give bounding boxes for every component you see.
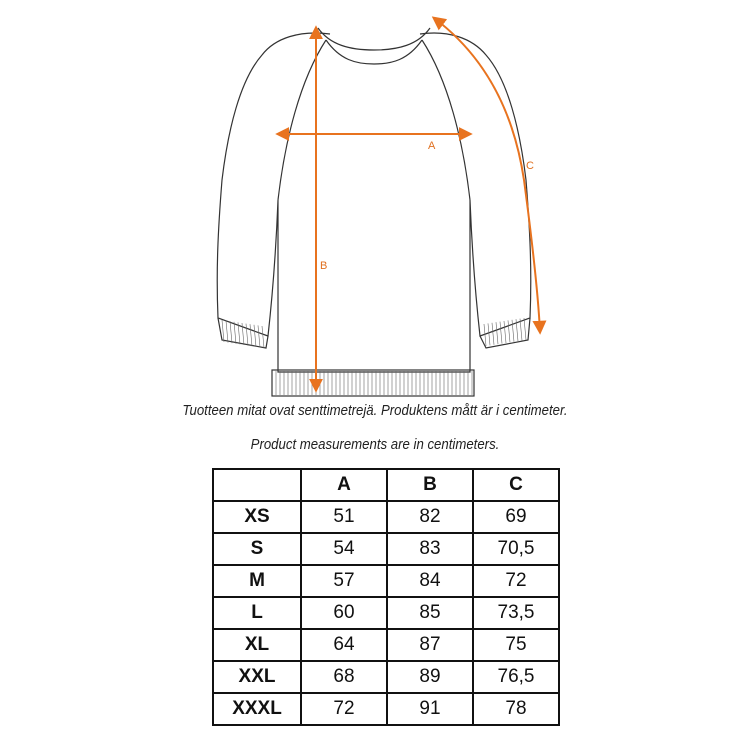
caption-finnish-swedish: Tuotteen mitat ovat senttimetrejä. Produktens mått är i centimeter. <box>182 402 568 419</box>
measurement-b <box>316 28 327 390</box>
caption-english: Product measurements are in centimeters. <box>250 436 500 453</box>
value-a: 72 <box>301 693 387 725</box>
value-b: 91 <box>387 693 473 725</box>
header-a: A <box>301 469 387 501</box>
size-chart-table <box>212 468 560 726</box>
value-b: 87 <box>387 629 473 661</box>
table-row <box>213 565 559 597</box>
size-cell: XL <box>213 629 301 661</box>
header-b: B <box>387 469 473 501</box>
table-row <box>213 661 559 693</box>
value-a: 54 <box>301 533 387 565</box>
table-row <box>213 533 559 565</box>
size-cell: M <box>213 565 301 597</box>
table-header-row <box>213 469 559 501</box>
value-c: 73,5 <box>473 597 559 629</box>
value-c: 78 <box>473 693 559 725</box>
table-row <box>213 597 559 629</box>
value-b: 89 <box>387 661 473 693</box>
value-b: 83 <box>387 533 473 565</box>
sweatshirt-icon <box>217 28 531 396</box>
measurement-c <box>434 18 540 332</box>
value-a: 64 <box>301 629 387 661</box>
header-c: C <box>473 469 559 501</box>
value-c: 70,5 <box>473 533 559 565</box>
table-row <box>213 629 559 661</box>
rib-texture <box>222 318 526 395</box>
label-c: C <box>526 160 534 172</box>
table-row <box>213 693 559 725</box>
size-cell: XXL <box>213 661 301 693</box>
header-size <box>213 469 301 501</box>
value-c: 72 <box>473 565 559 597</box>
value-c: 76,5 <box>473 661 559 693</box>
size-cell: L <box>213 597 301 629</box>
value-a: 51 <box>301 501 387 533</box>
value-c: 75 <box>473 629 559 661</box>
label-a: A <box>428 140 436 152</box>
measurement-a <box>278 134 470 152</box>
label-b: B <box>320 260 328 272</box>
value-a: 60 <box>301 597 387 629</box>
size-cell: S <box>213 533 301 565</box>
value-b: 84 <box>387 565 473 597</box>
value-a: 57 <box>301 565 387 597</box>
table-row <box>213 501 559 533</box>
value-c: 69 <box>473 501 559 533</box>
size-cell: XS <box>213 501 301 533</box>
value-b: 82 <box>387 501 473 533</box>
value-b: 85 <box>387 597 473 629</box>
size-cell: XXXL <box>213 693 301 725</box>
value-a: 68 <box>301 661 387 693</box>
